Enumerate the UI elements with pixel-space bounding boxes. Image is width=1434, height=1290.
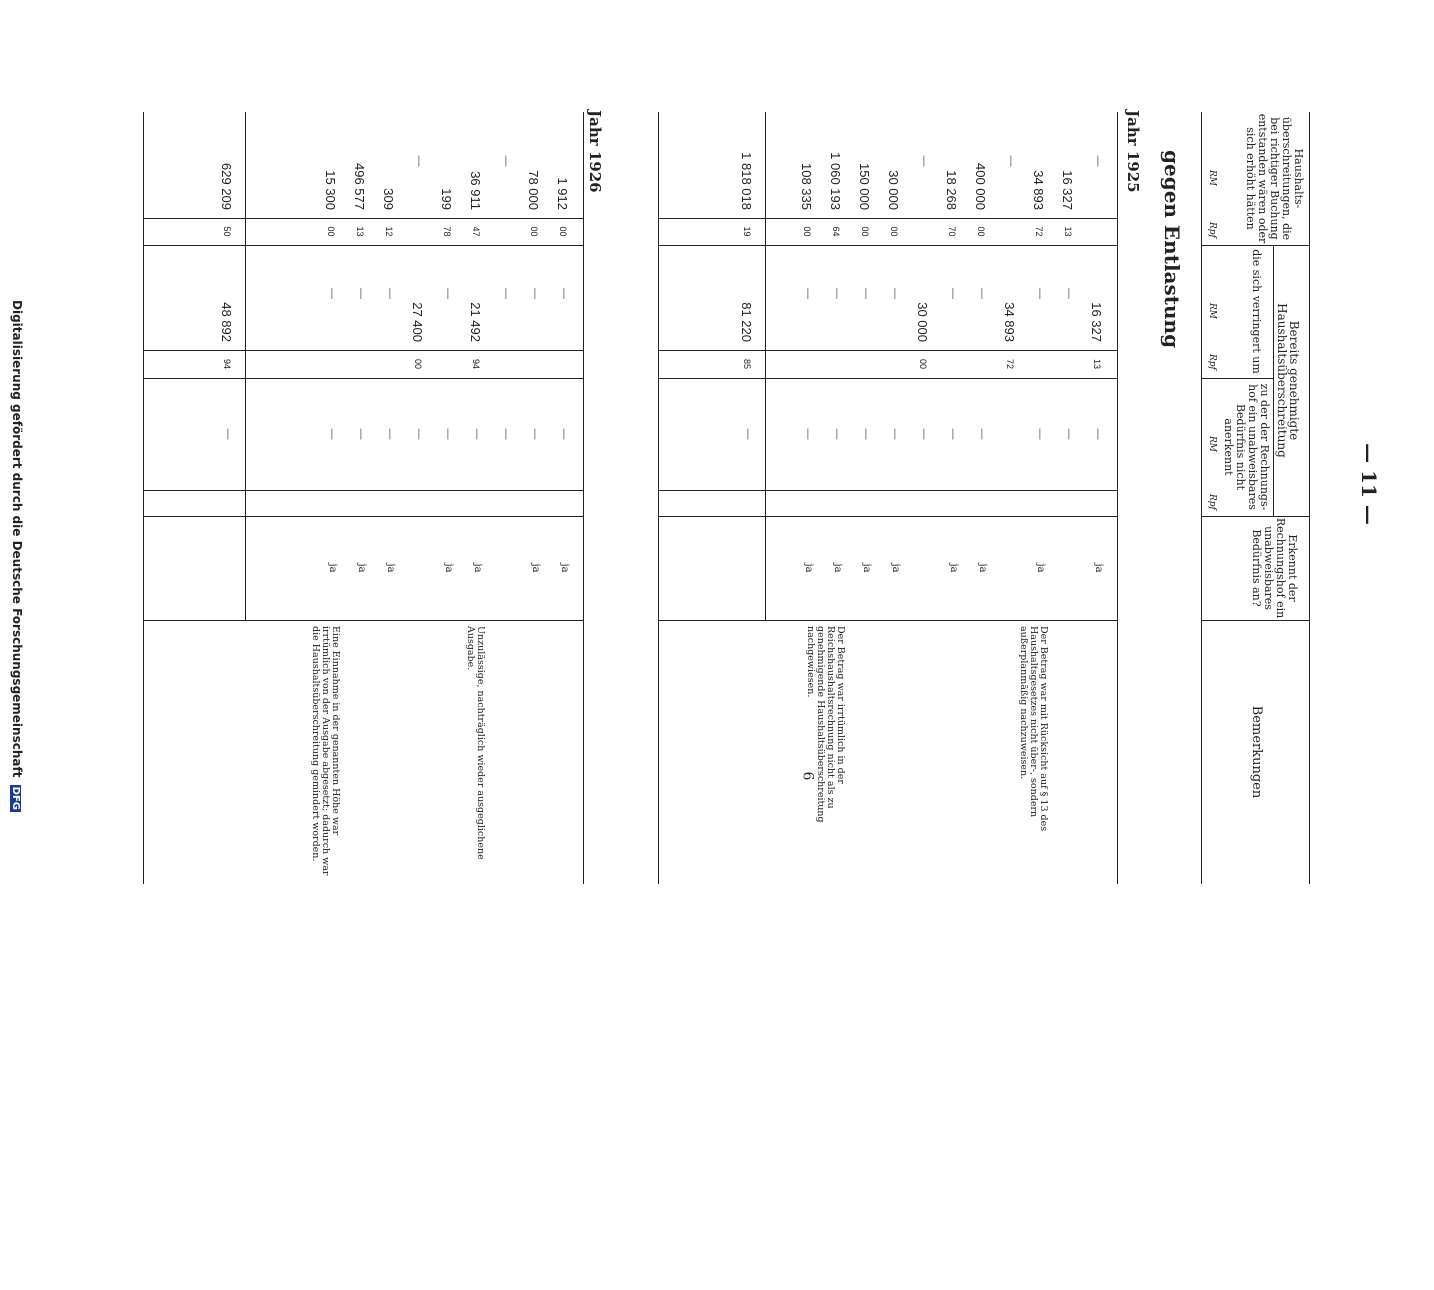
row-reduced-amount: — [326,288,338,299]
row-reduced-amount: — [500,288,512,299]
row-overrun-pf: 70 [947,226,957,237]
row-not-recognized: — [413,428,425,440]
header-bottom-rule [1201,112,1202,884]
row-reduced-pf: 13 [1092,358,1102,369]
row-overrun-amount: 150 000 [857,163,872,210]
row-remark: Der Betrag war irrtümlich in der Reichshaushaltsrechnung nicht als zu genehmigende Haushaltsüberschreitung nachgewiesen. [805,626,846,823]
row-reduced-pf: 00 [413,358,423,369]
row-reduced-amount: — [529,288,541,299]
header-col5: Bemerkungen [1249,705,1264,799]
row-overrun-pf: 00 [326,226,336,237]
row-not-recognized: — [889,428,901,440]
row-reduced-pf: 00 [918,358,928,369]
header-col2: die sich verringert um [1250,249,1263,374]
total-not-recognized: — [222,428,234,440]
row-overrun-amount: 309 [381,188,396,210]
row-overrun-pf: 13 [1063,226,1073,237]
row-overrun-pf: 00 [529,226,539,237]
dfg-logo: DFG [10,786,21,810]
row-overrun-pf: 13 [355,226,365,237]
body-col-rule [144,350,584,351]
row-reduced-amount: 16 327 [1089,302,1104,342]
bottom-page-number: 6 [799,771,816,781]
row-reduced-amount: — [860,288,872,299]
row-reduced-amount: — [384,288,396,299]
row-overrun-amount: — [1092,155,1104,167]
section-top-rule [1117,112,1118,884]
row-overrun-amount: 15 300 [323,170,338,210]
row-overrun-amount: 36 911 [468,171,483,210]
header-col1: Haushalts-überschreitungen, die bei richtiger Buchung entstanden wären oder sich erhöht hätten [1244,113,1305,244]
row-not-recognized: — [326,428,338,440]
row-not-recognized: — [500,428,512,440]
total-reduced-pf: 85 [742,358,752,369]
row-overrun-amount: 1 060 193 [828,152,843,210]
row-overrun-pf: 00 [558,226,568,237]
row-not-recognized: — [831,428,843,440]
row-not-recognized: — [947,428,959,440]
section-bottom-rule [143,112,144,884]
row-recognized: ja [385,563,396,573]
row-overrun-amount: — [413,155,425,167]
unit-rpf-1: Rpf [1207,222,1217,238]
row-overrun-amount: 108 335 [799,163,814,210]
row-overrun-amount: 1 912 [555,177,570,210]
row-reduced-amount: — [355,288,367,299]
section-bottom-rule [658,112,659,884]
row-overrun-amount: — [500,155,512,167]
page-dash-left: — [1356,443,1381,464]
header-col3: zu der der Rechnungs-hof ein unabweisbares Bedürfnis nicht anerkennt [1222,383,1271,511]
group-rule [1273,245,1274,516]
row-not-recognized: — [918,428,930,440]
row-reduced-amount: — [1063,288,1075,299]
row-overrun-pf: 00 [860,226,870,237]
row-reduced-amount: — [802,288,814,299]
total-not-recognized: — [742,428,754,440]
row-recognized: ja [977,563,988,573]
total-overrun-pf: 19 [742,226,752,237]
section-year-title: Jahr 1926 [586,110,604,193]
row-not-recognized: — [355,428,367,440]
page-number-group [1357,443,1381,525]
row-not-recognized: — [529,428,541,440]
row-not-recognized: — [558,428,570,440]
section-total-rule [245,112,246,620]
row-recognized: ja [1035,563,1046,573]
row-overrun-pf: 12 [384,226,394,237]
unit-rm-1: RM [1207,170,1217,186]
row-not-recognized: — [471,428,483,440]
body-col-rule [659,350,1118,351]
header-group: Bereits genehmigte Haushaltsüberschreitung [1275,303,1301,458]
row-recognized: ja [443,563,454,573]
row-reduced-pf: 72 [1005,358,1015,369]
row-overrun-amount: 78 000 [526,170,541,210]
row-recognized: ja [559,563,570,573]
row-not-recognized: — [860,428,872,440]
section-top-rule [583,112,584,884]
row-not-recognized: — [802,428,814,440]
row-reduced-amount: — [442,288,454,299]
body-col-rule [659,516,1118,517]
row-recognized: ja [890,563,901,573]
row-remark: Unzulässige, nachträglich wieder ausgeglichene Ausgabe. [465,626,486,860]
section-title: gegen Entlastung [1160,150,1184,349]
page-dash-right: — [1356,504,1381,525]
row-reduced-amount: 21 492 [468,302,483,342]
row-reduced-amount: — [1034,288,1046,299]
row-not-recognized: — [1034,428,1046,440]
row-reduced-amount: — [558,288,570,299]
unit-rpf-3: Rpf [1207,494,1217,510]
row-not-recognized: — [442,428,454,440]
row-overrun-pf: 72 [1034,226,1044,237]
unit-rpf-2: Rpf [1207,354,1217,370]
section-total-rule [765,112,766,620]
body-col-rule [144,620,584,621]
total-overrun-amount: 629 209 [219,163,234,210]
row-recognized: ja [472,563,483,573]
row-not-recognized: — [384,428,396,440]
total-overrun-pf: 50 [222,226,232,237]
row-overrun-amount: 496 577 [352,163,367,210]
row-reduced-amount: 27 400 [410,302,425,342]
body-col-rule [659,620,1118,621]
row-overrun-pf: 00 [976,226,986,237]
row-overrun-pf: 47 [471,226,481,237]
row-reduced-amount: — [947,288,959,299]
body-col-rule [659,490,1118,491]
row-overrun-pf: 64 [831,226,841,237]
row-overrun-pf: 00 [889,226,899,237]
row-recognized: ja [356,563,367,573]
footer-text: Digitalisierung gefördert durch die Deutsche Forschungsgemeinschaft [10,300,24,778]
row-reduced-pf: 94 [471,358,481,369]
total-overrun-amount: 1 818 018 [739,152,754,210]
row-recognized: ja [530,563,541,573]
total-reduced-pf: 94 [222,358,232,369]
row-overrun-amount: — [1005,155,1017,167]
row-recognized: ja [832,563,843,573]
unit-rm-3: RM [1207,436,1217,452]
total-reduced-amount: 81 220 [739,302,754,342]
row-recognized: ja [327,563,338,573]
row-reduced-amount: 30 000 [915,302,930,342]
header-col4: Erkennt der Rechnungshof ein unabweisbares Bedürfnis an? [1250,517,1299,619]
unit-rm-2: RM [1207,303,1217,319]
row-not-recognized: — [1092,428,1104,440]
row-remark: Eine Einnahme in der genannten Höhe war irrtümlich von der Ausgabe abgesetzt; dadurch war die Haushaltsüberschreitung gemindert worden. [310,626,341,876]
row-reduced-amount: — [889,288,901,299]
row-reduced-amount: 34 893 [1002,302,1017,342]
row-overrun-amount: — [918,155,930,167]
row-overrun-pf: 00 [802,226,812,237]
row-overrun-pf: 78 [442,226,452,237]
row-recognized: ja [948,563,959,573]
row-recognized: ja [861,563,872,573]
row-not-recognized: — [976,428,988,440]
row-reduced-amount: — [831,288,843,299]
body-col-rule [144,490,584,491]
row-overrun-amount: 199 [439,188,454,210]
row-not-recognized: — [1063,428,1075,440]
row-overrun-amount: 16 327 [1060,170,1075,210]
row-overrun-amount: 34 893 [1031,170,1046,210]
page-number: 11 [1356,470,1381,498]
row-overrun-amount: 30 000 [886,170,901,210]
row-recognized: ja [1093,563,1104,573]
row-overrun-amount: 400 000 [973,163,988,210]
table-top-rule [1309,112,1310,884]
row-overrun-amount: 18 268 [944,170,959,210]
total-reduced-amount: 48 892 [219,302,234,342]
row-reduced-amount: — [976,288,988,299]
section-year-title: Jahr 1925 [1124,110,1142,193]
row-remark: Der Betrag war mit Rücksicht auf § 13 des Haushaltsgesetzes nicht über-, sondern außerplanmäßig nachzuweisen. [1018,626,1049,832]
row-recognized: ja [803,563,814,573]
